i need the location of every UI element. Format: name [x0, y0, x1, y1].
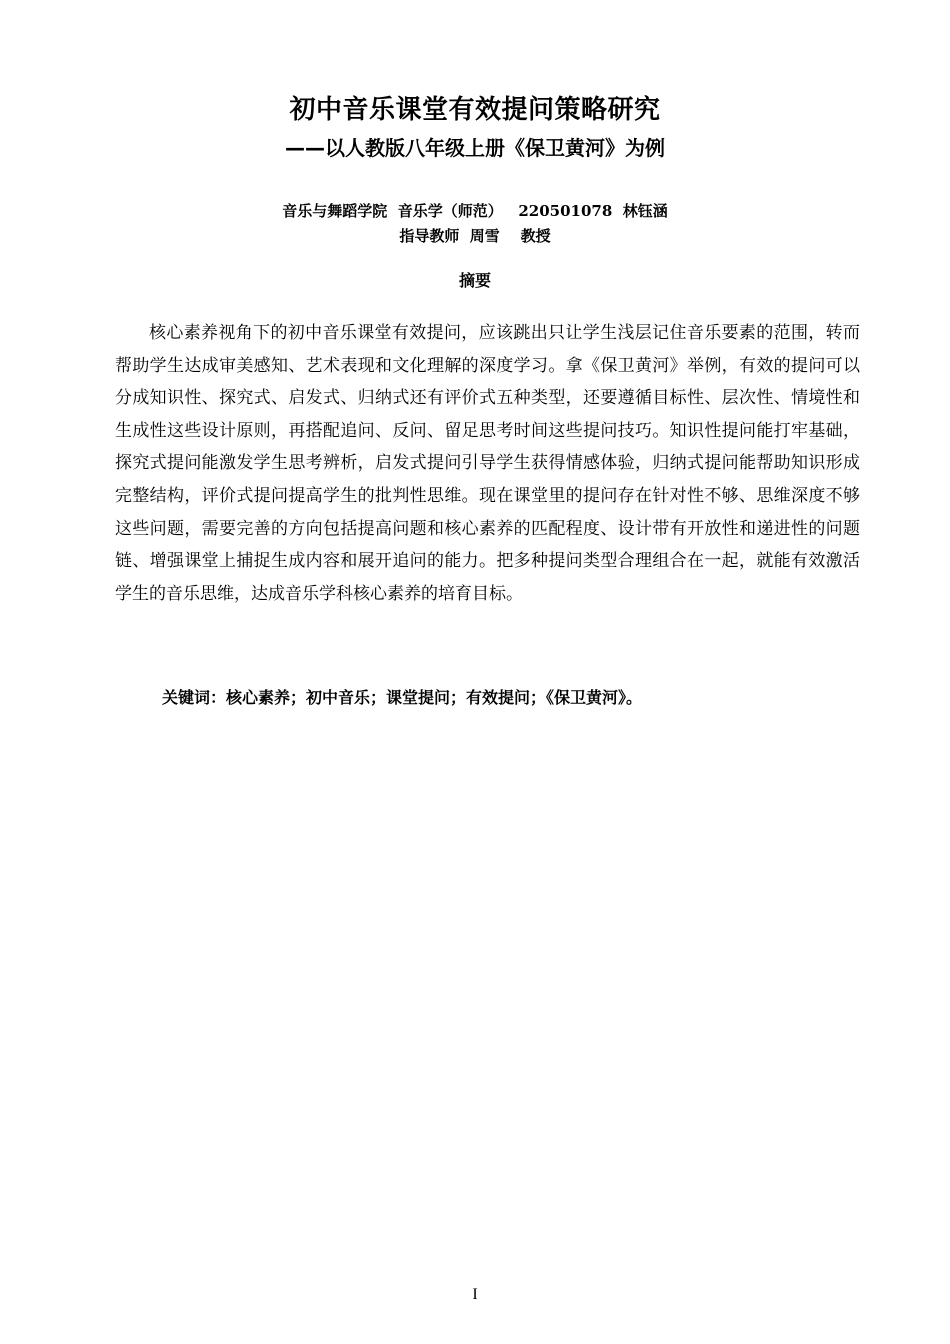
paper-title: 初中音乐课堂有效提问策略研究: [289, 95, 661, 125]
abstract-body: 核心素养视角下的初中音乐课堂有效提问，应该跳出只让学生浅层记住音乐要素的范围，转而帮助学生达成审美感知、艺术表现和文化理解的深度学习。拿《保卫黄河》举例，有效的提问可以分成知识性、探究式、启发式、归纳式还有评价式五种类型，还要遵循目标性、层次性、情境性和生成性这些设计原则，再搭配追问、反问、留足思考时间这些提问技巧。知识性提问能打牢基础，探究式提问能激发学生思考辨析，启发式提问引导学生获得情感体验，归纳式提问能帮助知识形成完整结构，评价式提问提高学生的批判性思维。现在课堂里的提问存在针对性不够、思维深度不够这些问题，需要完善的方向包括提高问题和核心素养的匹配程度、设计带有开放性和递进性的问题链、增强课堂上捕捉生成内容和展开追问的能力。把多种提问类型合理组合在一起，就能有效激活学生的音乐思维，达成音乐学科核心素养的培育目标。: [115, 323, 860, 604]
author-info: 音乐与舞蹈学院 音乐学（师范） 220501078 林钰涵: [282, 202, 668, 220]
abstract-heading: 摘要: [458, 271, 491, 290]
paper-subtitle: ——以人教版八年级上册《保卫黄河》为例: [285, 136, 665, 160]
page-number: I: [472, 1286, 478, 1303]
advisor-info: 指导教师 周雪 教授: [399, 227, 551, 245]
keywords-line: 关键词：核心素养；初中音乐；课堂提问；有效提问；《保卫黄河》。: [162, 688, 643, 707]
